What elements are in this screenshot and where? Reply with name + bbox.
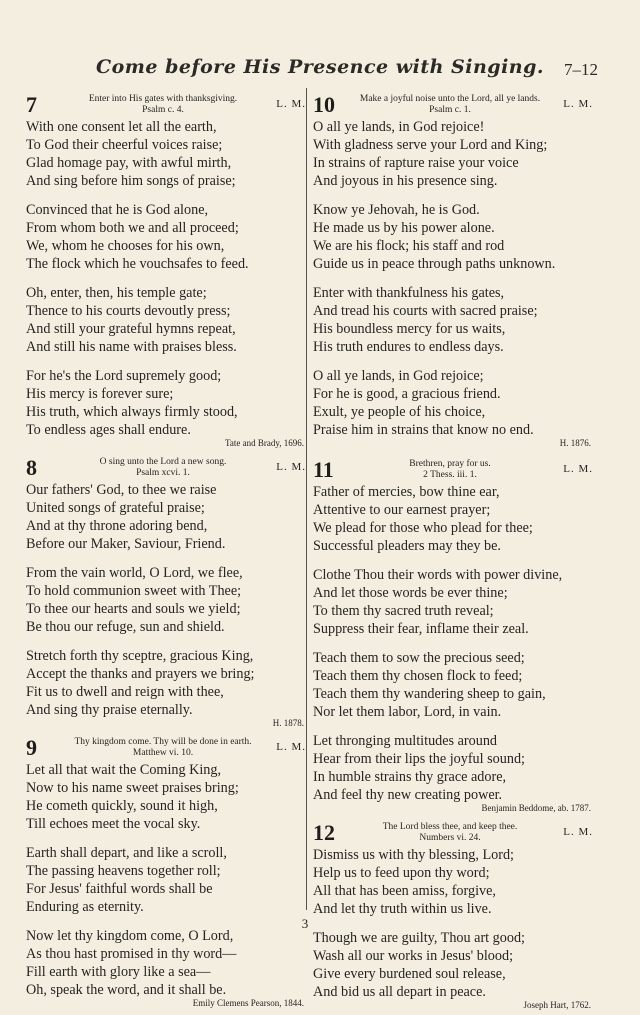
- hymn-header: [26, 455, 306, 481]
- stanza: [26, 564, 306, 636]
- verse-line: Wash all our works in Jesus' blood;: [313, 948, 514, 964]
- scripture-text: [343, 94, 557, 115]
- verse-line: And tread his courts with sacred praise;: [313, 303, 538, 319]
- left-column: [26, 92, 306, 1013]
- verse-line: The flock which he vouchsafes to feed.: [26, 256, 249, 272]
- hymn-number: 7: [26, 92, 37, 117]
- scripture-quote: Make a joyful noise unto the Lord, all ye lands.: [359, 94, 541, 104]
- verse-line: Fill earth with glory like a sea—: [26, 964, 211, 980]
- verse-line: Let thronging multitudes around: [313, 733, 498, 749]
- stanza: [313, 566, 593, 638]
- stanza: [26, 844, 306, 916]
- column-divider: [306, 88, 307, 910]
- verse-line: Oh, enter, then, his temple gate;: [26, 285, 207, 301]
- stanza: [313, 929, 593, 1001]
- verse-line: Father of mercies, bow thine ear,: [313, 484, 500, 500]
- verse-line: His truth endures to endless days.: [313, 339, 504, 355]
- verse-line: Enter with thankfulness his gates,: [313, 285, 505, 301]
- scripture-reference: Numbers vi. 24.: [419, 832, 481, 843]
- verse-line: And at thy throne adoring bend,: [26, 518, 208, 534]
- verse-line: His mercy is forever sure;: [26, 386, 174, 402]
- verse-line: Now let thy kingdom come, O Lord,: [26, 928, 234, 944]
- verse-line: Earth shall depart, and like a scroll,: [26, 845, 227, 861]
- verse-line: Our fathers' God, to thee we raise: [26, 482, 217, 498]
- verse-line: Dismiss us with thy blessing, Lord;: [313, 847, 515, 863]
- verse-line: And feel thy new creating power.: [313, 787, 503, 803]
- hymn-header: [313, 457, 593, 483]
- verse-line: For Jesus' faithful words shall be: [26, 881, 213, 897]
- verse-line: Successful pleaders may they be.: [313, 538, 501, 554]
- scripture-text: [56, 94, 270, 115]
- right-column: [313, 92, 593, 1015]
- hymn-11: [313, 457, 593, 814]
- hymn-header: [313, 92, 593, 118]
- meter-label: L. M.: [276, 98, 306, 110]
- verse-line: Give every burdened soul release,: [313, 966, 506, 982]
- stanza: [26, 761, 306, 833]
- verse-line: Know ye Jehovah, he is God.: [313, 202, 480, 218]
- verse-line: From whom both we and all proceed;: [26, 220, 239, 236]
- scripture-text: [56, 457, 270, 478]
- verse-line: Attentive to our earnest prayer;: [313, 502, 491, 518]
- verse-line: Suppress their fear, inflame their zeal.: [313, 621, 529, 637]
- verse-line: For he is good, a gracious friend.: [313, 386, 501, 402]
- verse-line: Clothe Thou their words with power divine,: [313, 567, 563, 583]
- verse-line: Now to his name sweet praises bring;: [26, 780, 239, 796]
- stanza: [313, 201, 593, 273]
- verse-line: With one consent let all the earth,: [26, 119, 217, 135]
- scripture-quote: Enter into His gates with thanksgiving.: [88, 94, 238, 104]
- verse-line: Convinced that he is God alone,: [26, 202, 209, 218]
- verse-line: And still his name with praises bless.: [26, 339, 237, 355]
- attribution: Emily Clemens Pearson, 1844.: [192, 998, 304, 1008]
- verse-line: To God their cheerful voices raise;: [26, 137, 223, 153]
- meter-label: L. M.: [276, 461, 306, 473]
- verse-line: We plead for those who plead for thee;: [313, 520, 533, 536]
- verse-line: To endless ages shall endure.: [26, 422, 191, 438]
- verse-line: Oh, speak the word, and it shall be.: [26, 982, 227, 998]
- scripture-text: [343, 459, 557, 480]
- stanza: [313, 649, 593, 721]
- verse-line: Exult, ye people of his choice,: [313, 404, 486, 420]
- hymn-8: [26, 455, 306, 729]
- verse-line: Till echoes meet the vocal sky.: [26, 816, 201, 832]
- verse-line: Glad homage pay, with awful mirth,: [26, 155, 232, 171]
- stanza: [26, 201, 306, 273]
- verse-line: Hear from their lips the joyful sound;: [313, 751, 525, 767]
- scripture-reference: Psalm c. 1.: [429, 104, 471, 115]
- attribution: Tate and Brady, 1696.: [224, 438, 304, 448]
- scripture-reference: Psalm xcvi. 1.: [136, 467, 190, 478]
- scripture-quote: Thy kingdom come. Thy will be done in earth.: [74, 737, 252, 747]
- hymn-header: [313, 820, 593, 846]
- verse-line: For he's the Lord supremely good;: [26, 368, 222, 384]
- meter-label: L. M.: [563, 98, 593, 110]
- verse-line: And let those words be ever thine;: [313, 585, 508, 601]
- stanza: [26, 647, 306, 719]
- scripture-text: [56, 737, 270, 758]
- verse-line: Fit us to dwell and reign with thee,: [26, 684, 224, 700]
- hymn-9: [26, 735, 306, 1009]
- verse-line: Be thou our refuge, sun and shield.: [26, 619, 225, 635]
- verse-line: Teach them to sow the precious seed;: [313, 650, 525, 666]
- scripture-text: [343, 822, 557, 843]
- verse-line: We, whom he chooses for his own,: [26, 238, 225, 254]
- meter-label: L. M.: [563, 826, 593, 838]
- hymn-header: [26, 735, 306, 761]
- attribution: H. 1876.: [559, 438, 591, 448]
- page-title: Come before His Presence with Singing.: [95, 56, 545, 78]
- scripture-quote: The Lord bless thee, and keep thee.: [382, 822, 518, 832]
- verse-line: O all ye lands, in God rejoice;: [313, 368, 484, 384]
- verse-line: Stretch forth thy sceptre, gracious King,: [26, 648, 254, 664]
- verse-line: To thee our hearts and souls we yield;: [26, 601, 241, 617]
- stanza: [313, 118, 593, 190]
- verse-line: We are his flock; his staff and rod: [313, 238, 505, 254]
- verse-line: Teach them thy wandering sheep to gain,: [313, 686, 546, 702]
- verse-line: Though we are guilty, Thou art good;: [313, 930, 525, 946]
- scripture-reference: Matthew vi. 10.: [132, 747, 194, 758]
- verse-line: As thou hast promised in thy word—: [26, 946, 237, 962]
- verse-line: His truth, which always firmly stood,: [26, 404, 238, 420]
- verse-line: Teach them thy chosen flock to feed;: [313, 668, 523, 684]
- attribution: Benjamin Beddome, ab. 1787.: [481, 803, 591, 813]
- verse-line: And let thy truth within us live.: [313, 901, 492, 917]
- meter-label: L. M.: [276, 741, 306, 753]
- verse-line: Accept the thanks and prayers we bring;: [26, 666, 255, 682]
- stanza: [26, 367, 306, 439]
- verse-line: From the vain world, O Lord, we flee,: [26, 565, 243, 581]
- verse-line: Enduring as eternity.: [26, 899, 144, 915]
- attribution: Joseph Hart, 1762.: [523, 1000, 591, 1010]
- hymn-range: 7–12: [564, 60, 598, 79]
- hymn-number: 11: [313, 457, 334, 482]
- page-number: 3: [301, 916, 309, 931]
- hymn-7: [26, 92, 306, 449]
- hymn-10: [313, 92, 593, 449]
- verse-line: Help us to feed upon thy word;: [313, 865, 490, 881]
- stanza: [313, 284, 593, 356]
- attribution: H. 1878.: [272, 718, 304, 728]
- hymn-number: 8: [26, 455, 37, 480]
- scripture-reference: 2 Thess. iii. 1.: [423, 469, 477, 480]
- scripture-quote: Brethren, pray for us.: [409, 459, 491, 469]
- verse-line: All that has been amiss, forgive,: [313, 883, 496, 899]
- hymn-number: 9: [26, 735, 37, 760]
- verse-line: Praise him in strains that know no end.: [313, 422, 534, 438]
- verse-line: And bid us all depart in peace.: [313, 984, 486, 1000]
- verse-line: Thence to his courts devoutly press;: [26, 303, 231, 319]
- verse-line: United songs of grateful praise;: [26, 500, 205, 516]
- stanza: [313, 732, 593, 804]
- hymn-number: 12: [313, 820, 335, 845]
- stanza: [313, 846, 593, 918]
- stanza: [313, 483, 593, 555]
- hymn-number: 10: [313, 92, 335, 117]
- verse-line: To hold communion sweet with Thee;: [26, 583, 242, 599]
- stanza: [26, 481, 306, 553]
- stanza: [26, 927, 306, 999]
- verse-line: His boundless mercy for us waits,: [313, 321, 506, 337]
- verse-line: To them thy sacred truth reveal;: [313, 603, 494, 619]
- meter-label: L. M.: [563, 463, 593, 475]
- verse-line: With gladness serve your Lord and King;: [313, 137, 548, 153]
- verse-line: In strains of rapture raise your voice: [313, 155, 519, 171]
- verse-line: And sing thy praise eternally.: [26, 702, 193, 718]
- verse-line: Let all that wait the Coming King,: [26, 762, 222, 778]
- verse-line: In humble strains thy grace adore,: [313, 769, 507, 785]
- scripture-reference: Psalm c. 4.: [142, 104, 184, 115]
- hymn-header: [26, 92, 306, 118]
- verse-line: O all ye lands, in God rejoice!: [313, 119, 485, 135]
- verse-line: Guide us in peace through paths unknown.: [313, 256, 556, 272]
- verse-line: He cometh quickly, sound it high,: [26, 798, 218, 814]
- stanza: [26, 118, 306, 190]
- stanza: [313, 367, 593, 439]
- verse-line: And sing before him songs of praise;: [26, 173, 236, 189]
- verse-line: And joyous in his presence sing.: [313, 173, 498, 189]
- stanza: [26, 284, 306, 356]
- verse-line: The passing heavens together roll;: [26, 863, 221, 879]
- scripture-quote: O sing unto the Lord a new song.: [99, 457, 227, 467]
- verse-line: He made us by his power alone.: [313, 220, 495, 236]
- verse-line: Before our Maker, Saviour, Friend.: [26, 536, 226, 552]
- verse-line: And still your grateful hymns repeat,: [26, 321, 236, 337]
- verse-line: Nor let them labor, Lord, in vain.: [313, 704, 502, 720]
